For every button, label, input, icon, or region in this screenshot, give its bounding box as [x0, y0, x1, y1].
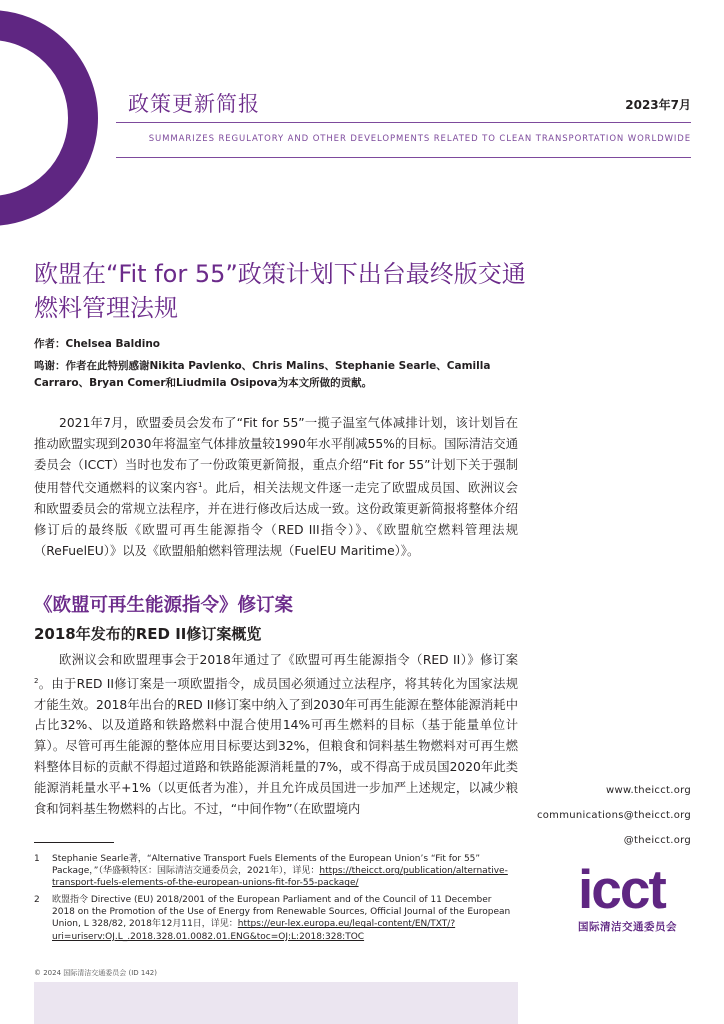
logo-name-cn: 国际清洁交通委员会 — [578, 921, 677, 933]
header-divider-top — [116, 122, 691, 123]
section-text-a: 欧洲议会和欧盟理事会于2018年通过了《欧盟可再生能源指令（RED II）》修订案 — [59, 653, 518, 667]
email-link[interactable]: communications@theicct.org — [536, 810, 691, 821]
footnote-number: 1 — [34, 854, 40, 864]
subsection-heading: 2018年发布的RED II修订案概览 — [34, 625, 262, 643]
intro-text-b: 。此后，相关法规文件逐一走完了欧盟成员国、欧洲议会和欧盟委员会的常规立法程序，并在进行修改后达成一致。这份政策更新简报将整体介绍修订后的最终版《欧盟可再生能源指令（RED III指令）》、《欧盟航空燃料管理法规（ReFuelEU）》以及《欧盟船舶燃料管理法规（FuelEU Maritime）》。 — [34, 481, 518, 558]
section-paragraph — [34, 650, 518, 819]
section-heading: 《欧盟可再生能源指令》修订案 — [34, 595, 294, 616]
footnote-ref-1[interactable]: 1 — [198, 481, 203, 490]
section-text-b: 。由于RED II修订案是一项欧盟指令，成员国必须通过立法程序，将其转化为国家法规才能生效。2018年出台的RED II修订案中纳入了到2030年可再生能源在整体能源消耗中占比32%、以及道路和铁路燃料中混合使用14%可再生燃料的目标（基于能量单位计算）。尽管可再生能源的整体应用目标要达到32%，但粮食和饲料基生物燃料对可再生燃料整体目标的贡献不得超过道路和铁路能源消耗量的7%，或不得高于成员国2020年此类能源消耗量水平+1%（以更低者为准），并且允许成员国进一步加严上述规定，以减少粮食和饲料基生物燃料的占比。不过，“中间作物”（在欧盟境内 — [34, 676, 518, 816]
author-line: 作者：Chelsea Baldino — [34, 338, 161, 350]
article-title: 欧盟在“Fit for 55”政策计划下出台最终版交通燃料管理法规 — [34, 260, 526, 322]
footnote-2 — [34, 894, 514, 943]
logo-wordmark: icct — [578, 858, 665, 920]
intro-text-a: 2021年7月，欧盟委员会发布了“Fit for 55”一揽子温室气体减排计划，该计划旨在推动欧盟实现到2030年将温室气体排放量较1990年水平削减55%的目标。国际清洁交通委员会（ICCT）当时也发布了一份政策更新简报，重点介绍“Fit for 55”计划下关于强制使用替代交通燃料的议案内容 — [34, 416, 518, 496]
website-link[interactable]: www.theicct.org — [606, 785, 691, 796]
decorative-arc — [0, 10, 98, 226]
icct-logo — [578, 858, 692, 934]
header-divider-bottom — [116, 157, 691, 158]
acknowledgement: 鸣谢：作者在此特别感谢Nikita Pavlenko、Chris Malins、Stephanie Searle、Camilla Carraro、Bryan Comer和Liudmila Osipova为本文所做的贡献。 — [34, 360, 491, 389]
footnote-text: Stephanie Searle著，“Alternative Transport Fuels Elements of the European Union’s “Fit for 55” Package，”（华盛顿特区：国际清洁交通委员会，2021年），详见： — [52, 854, 481, 877]
footnote-link[interactable]: https://theicct.org/publication/alternative-transport-fuels-elements-of-the-european-unions-fit-for-55-package/ — [52, 866, 508, 889]
footnote-link[interactable]: https://eur-lex.europa.eu/legal-content/EN/TXT/?uri=uriserv:OJ.L_.2018.328.01.0082.01.ENG&toc=OJ:L:2018:328:TOC — [52, 919, 456, 942]
issue-date: 2023年7月 — [625, 98, 691, 112]
footer-band — [34, 982, 518, 1024]
tagline: SUMMARIZES REGULATORY AND OTHER DEVELOPMENTS RELATED TO CLEAN TRANSPORTATION WORLDWIDE — [148, 134, 691, 144]
footnote-1 — [34, 853, 514, 890]
intro-paragraph — [34, 413, 518, 562]
footnote-divider — [34, 842, 114, 843]
footnote-ref-2[interactable]: 2 — [34, 676, 39, 685]
footnote-text: 欧盟指令 Directive (EU) 2018/2001 of the European Parliament and of the Council of 11 December 2018 on the Promotion of the Use of Energy from Renewable Sources, Official Journal of the European Union, L 328/82, 2018年12月11日，详见： — [52, 895, 511, 930]
series-title: 政策更新简报 — [128, 92, 260, 116]
social-handle[interactable]: @theicct.org — [623, 835, 691, 846]
footnote-number: 2 — [34, 895, 40, 905]
copyright: © 2024 国际清洁交通委员会 (ID 142) — [34, 969, 157, 977]
